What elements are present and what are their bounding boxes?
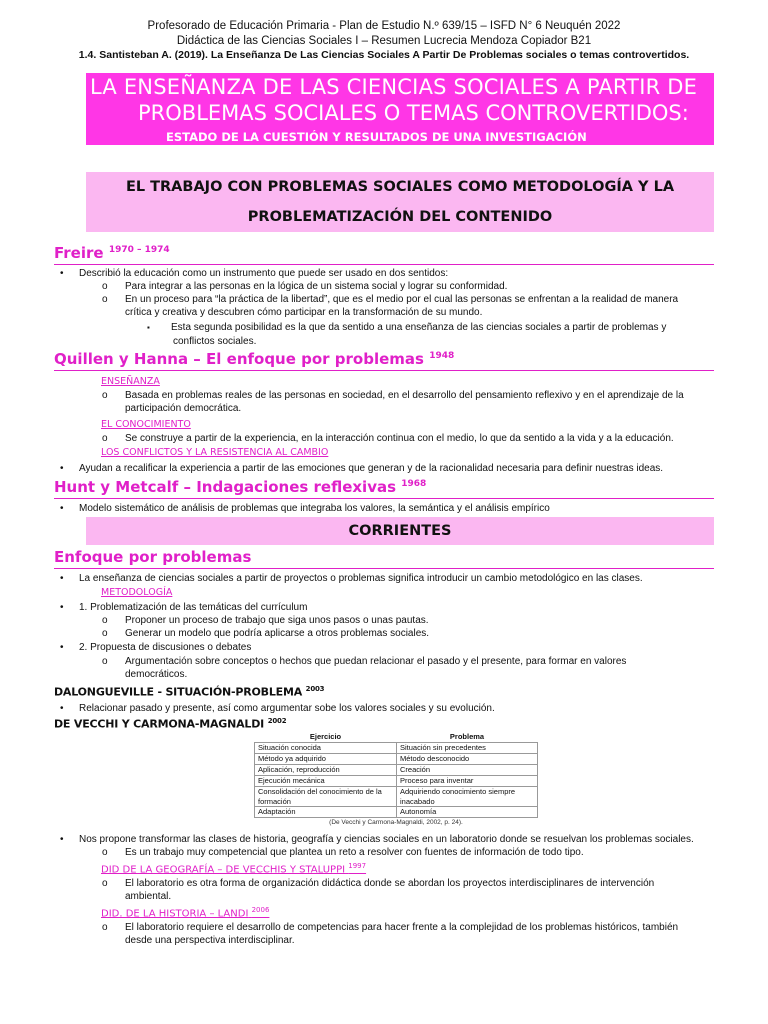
freire-square1-cont: conflictos sociales. — [173, 336, 257, 347]
banner-title-line2: PROBLEMAS SOCIALES O TEMAS CONTROVERTIDOS: — [138, 101, 689, 125]
section-title-hunt: Hunt y Metcalf – Indagaciones reflexivas $^{1968}$ — [54, 478, 427, 496]
section-title-enfoque: Enfoque por problemas — [54, 548, 252, 566]
table-row: Situación conocida Situación sin precedentes — [255, 743, 538, 754]
section-band-corrientes — [86, 517, 714, 545]
table-row: Método ya adquirido Método desconocido — [255, 754, 538, 765]
section-title-quillen: Quillen y Hanna – El enfoque por problemas $^{1948}$ — [54, 350, 455, 368]
enfoque-sub3-cont: democráticos. — [125, 669, 188, 680]
heading-dalongueville: DALONGUEVILLE - SITUACIÓN-PROBLEMA $^{2003}$ — [54, 685, 325, 699]
doc-header-line3: 1.4. Santisteban A. (2019). La Enseñanza De Las Ciencias Sociales A Partir De Problemas sociales o temas controvertidos. — [78, 49, 690, 61]
table-row: Consolidación del conocimiento de la formación Adquiriendo conocimiento siempre inacabado — [255, 787, 538, 807]
freire-sub2-cont: crítica y creativa y descubren cómo participar en la transformación de su mundo. — [125, 307, 483, 318]
section-rule — [54, 568, 714, 569]
band2-title: CORRIENTES — [348, 523, 452, 539]
section-rule — [54, 264, 714, 265]
band1-line2: PROBLEMATIZACIÓN DEL CONTENIDO — [247, 209, 553, 225]
section-title-freire: Freire $^{1970 - 1974}$ — [54, 244, 170, 262]
geo-sub-cont: ambiental. — [125, 891, 172, 902]
heading-did-geografia: DID DE LA GEOGRAFÍA – DE VECCHIS Y STALUPPI $^{1997}$ — [101, 862, 367, 876]
banner-title-line1: LA ENSEÑANZA DE LAS CIENCIAS SOCIALES A PARTIR DE — [90, 75, 698, 99]
doc-header-line2: Didáctica de las Ciencias Sociales I – Resumen Lucrecia Mendoza Copiador B21 — [176, 35, 592, 47]
quillen-sub1-cont: participación democrática. — [125, 403, 242, 414]
section-rule — [54, 370, 714, 371]
label-ensenanza: ENSEÑANZA — [101, 376, 160, 387]
heading-did-historia: DID. DE LA HISTORIA – LANDI $^{2006}$ — [101, 906, 270, 920]
banner-subtitle: ESTADO DE LA CUESTIÓN Y RESULTADOS DE UNA INVESTIGACIÓN — [166, 130, 587, 144]
table-header-ejercicio: Ejercicio — [309, 732, 342, 741]
label-conflictos: LOS CONFLICTOS Y LA RESISTENCIA AL CAMBIO — [101, 447, 329, 458]
label-metodologia: METODOLOGÍA — [101, 587, 173, 598]
table-caption: (De Vecchi y Carmona-Magnaldi, 2002, p. 24). — [329, 819, 463, 826]
table-row: Aplicación, reproducción Creación — [255, 765, 538, 776]
table-row: Ejecución mecánica Proceso para inventar — [255, 776, 538, 787]
heading-devecchi: DE VECCHI Y CARMONA-MAGNALDI $^{2002}$ — [54, 717, 287, 731]
hist-sub-cont: desde una perspectiva interdisciplinar. — [125, 935, 295, 946]
table-header-problema: Problema — [449, 732, 485, 741]
label-conocimiento: EL CONOCIMIENTO — [101, 419, 191, 430]
doc-header-line1: Profesorado de Educación Primaria - Plan de Estudio N.º 639/15 – ISFD N° 6 Neuquén 2022 — [147, 20, 621, 32]
comparison-table — [254, 731, 538, 826]
title-banner — [86, 73, 714, 145]
section-band-metodologia — [86, 172, 714, 232]
section-rule — [54, 498, 714, 499]
table-row: Adaptación Autonomía — [255, 807, 538, 818]
band1-line1: EL TRABAJO CON PROBLEMAS SOCIALES COMO METODOLOGÍA Y LA — [125, 179, 675, 195]
